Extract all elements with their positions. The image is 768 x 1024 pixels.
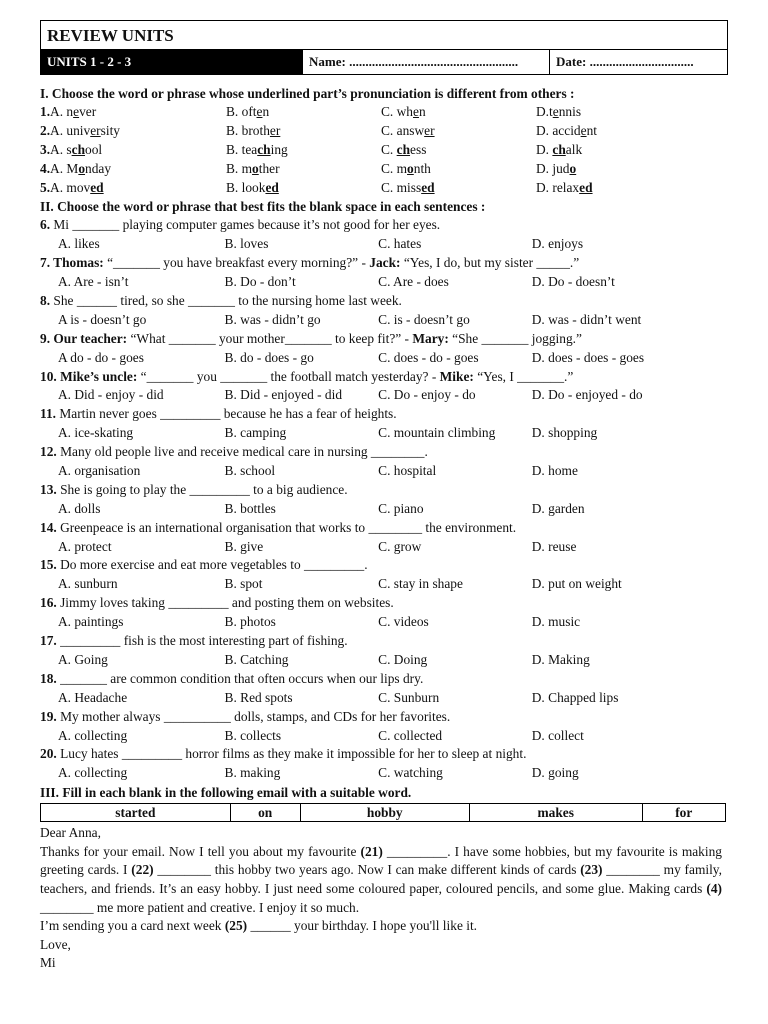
answer-option[interactable]: B. do - does - go [224,349,314,365]
question-number: 18. [40,670,61,686]
blank-number: (21) [360,843,383,859]
answer-option[interactable]: D. Do - enjoyed - do [531,387,643,403]
question-text: 8. She ______ tired, so she _______ to the nursing home last week. [40,293,402,309]
question-number: 13. [40,481,61,497]
answer-option[interactable]: B. Do - don’t [224,274,296,290]
answer-option[interactable]: A. dolls [58,500,101,516]
section-2-items [40,216,730,783]
answer-option[interactable]: A. ice-skating [58,425,134,441]
speaker-name: Jack: [369,255,401,271]
date-field: Date: ................................ [556,54,694,69]
question-row [40,141,730,160]
blank-number: (4) [706,880,722,896]
answer-option[interactable]: A. Headache [58,689,128,705]
question-row [40,103,730,122]
question-text: 18. _______ are common condition that often occurs when our lips dry. [40,670,424,686]
answer-option[interactable]: B. give [224,538,264,554]
answer-option[interactable]: B. loves [224,236,269,252]
email-paragraph: Thanks for your email. Now I tell you about my favourite (21) _________. I have some hobbies, but my favourite is making greeting cards. I (22) ________ this hobby two years ago. Now I can make different kinds of cards (23) ________ my family, teachers, and friends. It’s an easy hobby. I just need some coloured paper, coloured pencils, and some glue. Making cards (4) ________ me more patient and creative. I enjoy it so much. [40,843,722,915]
underlined-part: e [413,104,419,119]
question-number: 19. [40,708,61,724]
option: 4.A. Monday [40,160,112,176]
answer-option[interactable]: D. reuse [531,538,577,554]
underlined-part: er [269,122,281,138]
underlined-part: er [424,122,435,138]
section-1-title: I. Choose the word or phrase whose underlined part’s pronunciation is different from others : [40,86,575,101]
options-row [40,651,730,670]
option: C. when [381,104,426,119]
options-row [40,386,730,405]
options-row [40,462,730,481]
answer-option[interactable]: A. sunburn [58,576,118,592]
section-3-title: III. Fill in each blank in the following email with a suitable word. [40,785,412,801]
option: D.tennis [536,104,582,119]
option: 5.A. moved [40,179,104,195]
underlined-part: e [256,104,263,119]
options-row [40,689,730,708]
answer-option[interactable]: C. Do - enjoy - do [378,387,476,403]
underlined-part: ch [552,141,566,157]
option: 1.A. never [40,104,97,119]
answer-option[interactable]: D. Chapped lips [531,689,619,705]
answer-option[interactable]: B. bottles [224,500,276,516]
answer-option[interactable]: C. hates [378,236,422,252]
question-text: 10. Mike’s uncle: “_______ you _______ the football match yesterday? - Mike: “Yes, I _______.” [40,368,574,384]
answer-option[interactable]: B. Red spots [224,689,293,705]
options-row [40,349,730,368]
underlined-part: e [552,104,559,119]
answer-option[interactable]: A. likes [58,236,100,252]
question-row [40,122,730,141]
question-text: 12. Many old people live and receive medical care in nursing ________. [40,444,428,460]
option: B. looked [226,179,279,195]
answer-option[interactable]: A. paintings [58,614,124,630]
answer-option[interactable]: C. Are - does [378,274,449,290]
option: D. chalk [536,141,583,157]
answer-option[interactable]: B. Did - enjoyed - did [224,387,343,403]
option: B. mother [226,160,280,176]
option: B. brother [226,122,281,138]
email-closing: Love, [40,936,71,952]
word-bank-cell: started [41,804,231,822]
blank-number: (22) [131,862,154,878]
name-field: Name: .................................................... [303,50,550,74]
answer-option[interactable]: C. mountain climbing [378,425,496,441]
question-number: 20. [40,746,61,762]
question-text: 9. Our teacher: “What _______ your mother_______ to keep fit?” - Mary: “She _______ jogging.” [40,330,582,346]
answer-option[interactable]: A. organisation [58,463,141,479]
underlined-part: ed [579,179,593,195]
answer-option[interactable]: B. was - didn’t go [224,311,321,327]
answer-option[interactable]: B. Catching [224,651,289,667]
speaker-name: Mike: [439,368,474,384]
options-row [40,727,730,746]
option: C. month [381,160,431,176]
options-row [40,500,730,519]
answer-option[interactable]: C. Sunburn [378,689,440,705]
question-number: 17. [40,633,61,649]
word-bank-cell: for [642,804,726,822]
speaker-name: Mary: [412,330,449,346]
question-number: 4. [40,160,51,176]
answer-option[interactable]: A. protect [58,538,112,554]
speaker-name: Mike’s uncle: [60,368,138,384]
option: D. relaxed [536,179,593,195]
answer-option[interactable]: C. Doing [378,651,428,667]
answer-option[interactable]: D. garden [531,500,585,516]
answer-option[interactable]: A. collecting [58,727,128,743]
option: C. missed [381,179,435,195]
answer-option[interactable]: D. shopping [531,425,598,441]
question-number: 9. [40,330,54,346]
answer-option[interactable]: C. piano [378,500,424,516]
option: C. chess [381,141,427,157]
options-row [40,311,730,330]
question-row [40,160,730,179]
options-row [40,424,730,443]
answer-option[interactable]: D. enjoys [531,236,584,252]
underlined-part: o [407,160,414,176]
underlined-part: o [252,160,259,176]
question-number: 16. [40,595,61,611]
underlined-part: ed [90,179,104,195]
word-bank-cell: makes [469,804,642,822]
question-number: 15. [40,557,61,573]
question-number: 12. [40,444,61,460]
speaker-name: Thomas: [53,255,104,271]
word-bank-row [41,804,726,822]
email-paragraph-2: I’m sending you a card next week (25) ______ your birthday. I hope you'll like it. [40,918,478,934]
question-number: 5. [40,179,51,195]
email-greeting: Dear Anna, [40,825,101,841]
answer-option[interactable]: A. Going [58,651,108,667]
option: 2.A. university [40,122,120,138]
question-text: 6. Mi _______ playing computer games because it’s not good for her eyes. [40,217,441,233]
answer-option[interactable]: C. collected [378,727,443,743]
answer-option[interactable]: B. collects [224,727,282,743]
email-signature: Mi [40,955,56,971]
answer-option[interactable]: D. collect [531,727,584,743]
question-text: 11. Martin never goes _________ because he has a fear of heights. [40,406,397,422]
options-row [40,273,730,292]
option: D. judo [536,160,577,176]
option: C. answer [381,122,435,138]
answer-option[interactable]: B. photos [224,614,276,630]
answer-option[interactable]: A do - do - goes [58,349,144,365]
answer-option[interactable]: A. collecting [58,765,128,781]
answer-option[interactable]: C. is - doesn’t go [378,311,470,327]
answer-option[interactable]: D. put on weight [531,576,622,592]
question-number: 7. [40,255,54,271]
answer-option[interactable]: A. Did - enjoy - did [58,387,164,403]
question-text: 19. My mother always __________ dolls, stamps, and CDs for her favorites. [40,708,451,724]
worksheet-content [40,84,730,973]
options-row [40,575,730,594]
answer-option[interactable]: C. does - do - goes [378,349,479,365]
answer-option[interactable]: B. school [224,463,276,479]
underlined-part: ch [396,141,411,157]
question-number: 8. [40,293,54,309]
underlined-part: e [580,122,587,138]
page-title: REVIEW UNITS [41,21,727,50]
question-number: 1. [40,104,51,119]
answer-option[interactable]: C. hospital [378,463,437,479]
email-letter [40,824,722,973]
question-number: 6. [40,217,54,233]
answer-option[interactable]: B. making [224,765,281,781]
options-row [40,235,730,254]
section-2-title: II. Choose the word or phrase that best fits the blank space in each sentences : [40,199,486,215]
units-label: UNITS 1 - 2 - 3 [41,50,303,74]
option: 3.A. school [40,141,103,157]
option: B. teaching [226,141,288,157]
question-number: 11. [40,406,60,422]
answer-option[interactable]: D. going [531,765,579,781]
answer-option[interactable]: D. home [531,463,578,479]
answer-option[interactable]: D. does - does - goes [531,349,645,365]
question-row [40,179,730,198]
underlined-part: ch [71,141,86,157]
option: D. accident [536,122,597,138]
options-row [40,613,730,632]
question-text: 15. Do more exercise and eat more vegetables to _________. [40,557,368,573]
option: B. often [226,104,270,119]
blank-number: (23) [580,862,603,878]
word-bank-table [40,803,726,822]
underlined-part: o [78,160,86,176]
header-row [41,50,727,74]
question-text: 13. She is going to play the _________ to a big audience. [40,481,348,497]
answer-option[interactable]: D. Do - doesn’t [531,274,615,290]
question-text: 7. Thomas: “_______ you have breakfast every morning?” - Jack: “Yes, I do, but my sister _____.” [40,255,580,271]
header-box [40,20,728,75]
question-text: 16. Jimmy loves taking _________ and posting them on websites. [40,595,394,611]
answer-option[interactable]: D. music [531,614,581,630]
question-text: 14. Greenpeace is an international organisation that works to ________ the environment. [40,519,517,535]
answer-option[interactable]: C. videos [378,614,429,630]
blank-number: (25) [224,918,248,934]
answer-option[interactable]: C. watching [378,765,443,781]
answer-option[interactable]: C. grow [378,538,422,554]
question-text: 17. _________ fish is the most interesting part of fishing. [40,633,348,649]
underlined-part: e [73,104,80,119]
underlined-part: er [90,122,101,138]
question-number: 2. [40,122,51,138]
answer-option[interactable]: A is - doesn’t go [58,311,147,327]
question-number: 10. [40,368,61,384]
answer-option[interactable]: B. camping [224,425,287,441]
section-1-items [40,103,730,197]
answer-option[interactable]: D. was - didn’t went [531,311,642,327]
underlined-part: ed [265,179,279,195]
word-bank-cell: on [230,804,300,822]
underlined-part: ed [421,179,435,195]
question-text: 20. Lucy hates _________ horror films as they make it impossible for her to sleep at night. [40,746,527,762]
options-row [40,538,730,557]
speaker-name: Our teacher: [53,330,128,346]
worksheet-page [40,20,730,973]
options-row [40,764,730,783]
answer-option[interactable]: A. Are - isn’t [58,274,129,290]
answer-option[interactable]: C. stay in shape [378,576,463,592]
question-number: 3. [40,141,51,157]
answer-option[interactable]: B. spot [224,576,263,592]
word-bank-cell: hobby [300,804,469,822]
answer-option[interactable]: D. Making [531,651,590,667]
underlined-part: ch [257,141,271,157]
question-number: 14. [40,519,61,535]
underlined-part: o [569,160,577,176]
